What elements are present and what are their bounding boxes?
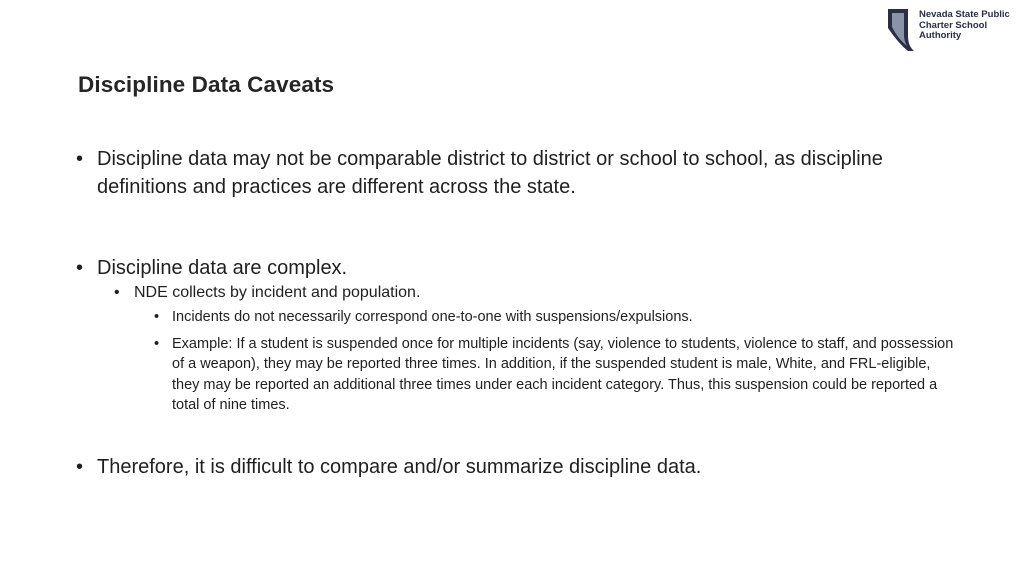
nevada-state-icon — [887, 8, 915, 52]
sub-bullet-collection: • NDE collects by incident and population. — [114, 282, 956, 304]
logo-line-1: Nevada State Public — [919, 9, 1010, 20]
bullet-complexity: • Discipline data are complex. — [76, 254, 956, 282]
authority-logo — [887, 8, 1019, 54]
logo-line-2: Charter School — [919, 19, 988, 31]
sub-sub-bullet-incidents: • Incidents do not necessarily correspond one-to-one with suspensions/expulsions. — [154, 307, 956, 328]
bullet-conclusion: • Therefore, it is difficult to compare and/or summarize discipline data. — [76, 453, 956, 481]
slide-content — [76, 145, 956, 481]
logo-text — [919, 10, 1019, 42]
sub-sub-bullet-example: • Example: If a student is suspended once for multiple incidents (say, violence to students, violence to staff, and possession of a weapon), they may be reported three times. In addition, if the suspended student is male, White, and FRL-eligible, they may be reported an additional three times under each incident category. Thus, this suspension could be reported a total of nine times. — [154, 334, 956, 416]
bullet-comparability: • Discipline data may not be comparable district to district or school to school, as discipline definitions and practices are different across the state. — [76, 145, 956, 201]
logo-line-3: Authority — [919, 30, 962, 41]
slide-title: Discipline Data Caveats — [78, 72, 335, 97]
